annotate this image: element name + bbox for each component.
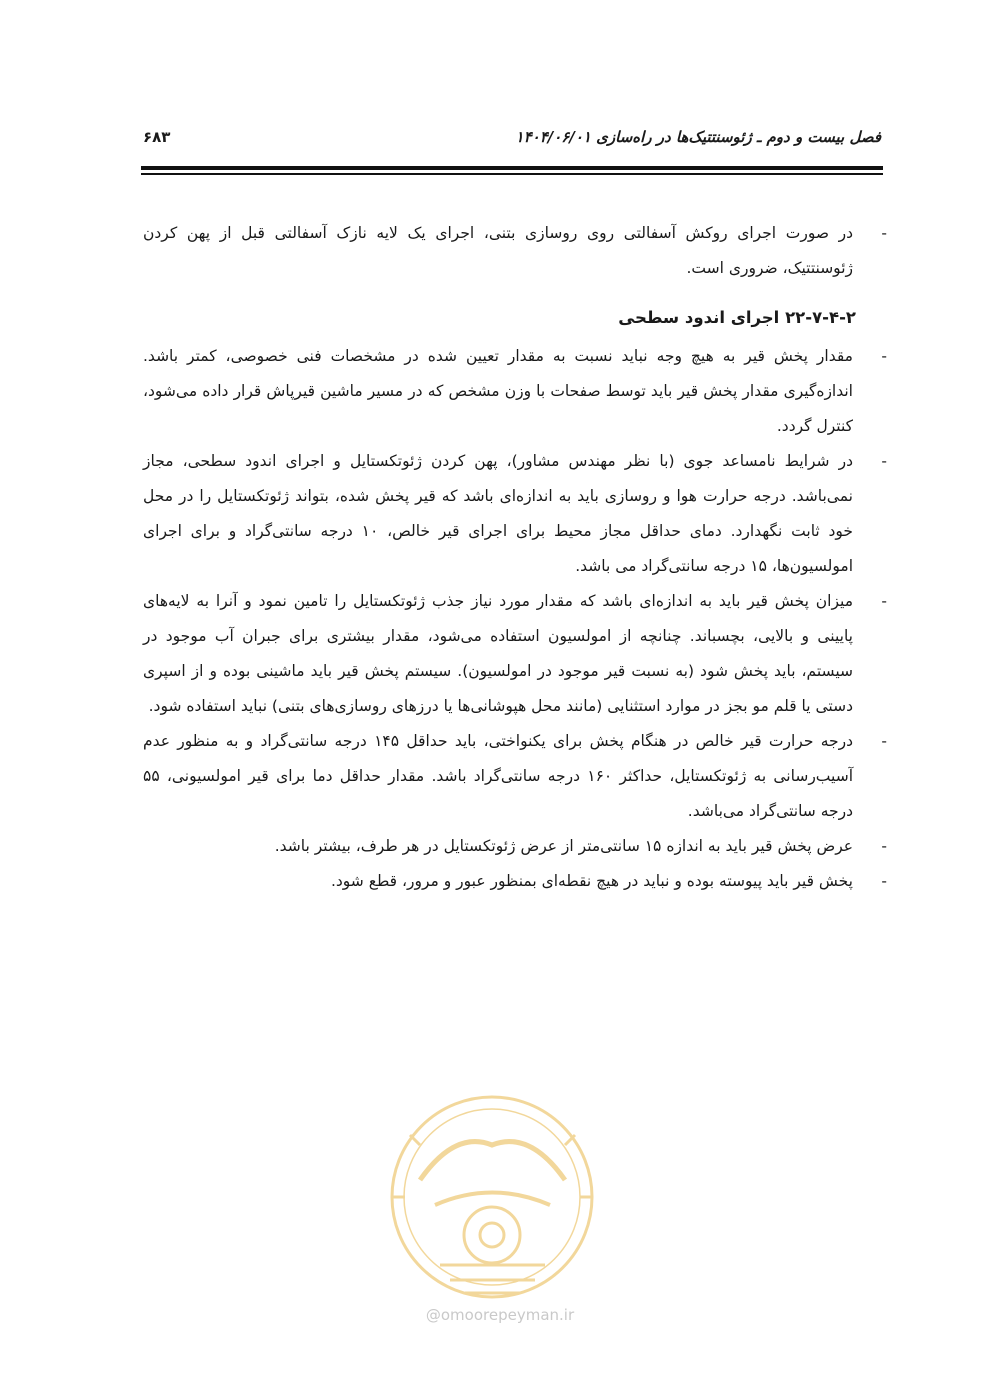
list-dash: - [881,837,887,855]
list-item-text: میزان پخش قیر باید به اندازه‌ای باشد که مقدار مورد نیاز جذب ژئوتکستایل را تامین نمود و آنرا به لایه‌های پایینی و بالایی، بچسباند. چنانچه از امولسیون استفاده می‌شود، مقدار بیشتری برای جبران آب موجود در سیستم، باید پخش شود (به نسبت قیر موجود در امولسیون). سیستم پخش قیر باید ماشینی بوده و از اسپری دستی یا قلم مو بجز در موارد استثنایی (مانند محل هپوشانی‌ها یا درزهای روسازی‌های بتنی) نباید استفاده شود. [143,592,853,715]
list-dash: - [881,452,887,470]
list-item-text: در شرایط نامساعد جوی (با نظر مهندس مشاور)، پهن کردن ژئوتکستایل و اجرای اندود سطحی، مجاز نمی‌باشد. درجه حرارت هوا و روسازی باید به اندازه‌ای باشد که قیر پخش شده، بتواند ژئوتکستایل را در محل خود ثابت نگهدارد. دمای حداقل مجاز محیط برای اجرای قیر خالص، ۱۰ درجه سانتی‌گراد و برای اجرای امولسیون‌ها، ۱۵ درجه سانتی‌گراد می باشد. [143,452,854,575]
list-dash: - [881,732,887,750]
list-item [143,864,887,899]
list-item [143,444,887,584]
chapter-title: فصل بیست و دوم ـ ژئوسنتتیک‌ها در راه‌سازی ۱۴۰۴/۰۶/۰۱ [515,128,881,146]
list-item-text: درجه حرارت قیر خالص در هنگام پخش برای یکنواختی، باید حداقل ۱۴۵ درجه سانتی‌گراد و به منظور عدم آسیب‌رسانی به ژئوتکستایل، حداکثر ۱۶۰ درجه سانتی‌گراد باشد. مقدار حداقل دما برای قیر امولسیونی، ۵۵ درجه سانتی‌گراد می‌باشد. [143,732,853,820]
list-dash: - [881,872,887,890]
list-dash: - [881,347,887,365]
page-body [143,216,887,899]
watermark-logo-icon [380,1085,605,1335]
watermark-text: @omoorepeyman.ir [425,1306,575,1324]
list-dash: - [881,224,887,242]
section-heading: ۲۲-۷-۴-۲ اجرای اندود سطحی [618,308,856,327]
list-item [143,724,887,829]
list-item [143,339,887,444]
list-item-text: در صورت اجرای روکش آسفالتی روی روسازی بتنی، اجرای یک لایه نازک آسفالتی قبل از پهن کردن ژئوسنتتیک، ضروری است. [143,224,853,277]
list-item-text: پخش قیر باید پیوسته بوده و نباید در هیچ نقطه‌ای بمنظور عبور و مرور، قطع شود. [330,872,853,890]
list-item-text: مقدار پخش قیر به هیچ وجه نباید نسبت به مقدار تعیین شده در مشخصات فنی خصوصی، کمتر باشد. اندازه‌گیری مقدار پخش قیر باید توسط صفحات با وزن مشخص که در مسیر ماشین قیرپاش قرار داده می‌شود، کنترل گردد. [143,347,853,435]
list-item [143,216,887,286]
page-number: ۶۸۳ [143,128,171,146]
page-header [143,128,881,154]
header-rule-thin [141,173,883,175]
header-rule-thick [141,166,883,170]
list-item [143,584,887,724]
list-dash: - [881,592,887,610]
list-item [143,829,887,864]
list-item-text: عرض پخش قیر باید به اندازه ۱۵ سانتی‌متر از عرض ژئوتکستایل در هر طرف، بیشتر باشد. [274,837,853,855]
